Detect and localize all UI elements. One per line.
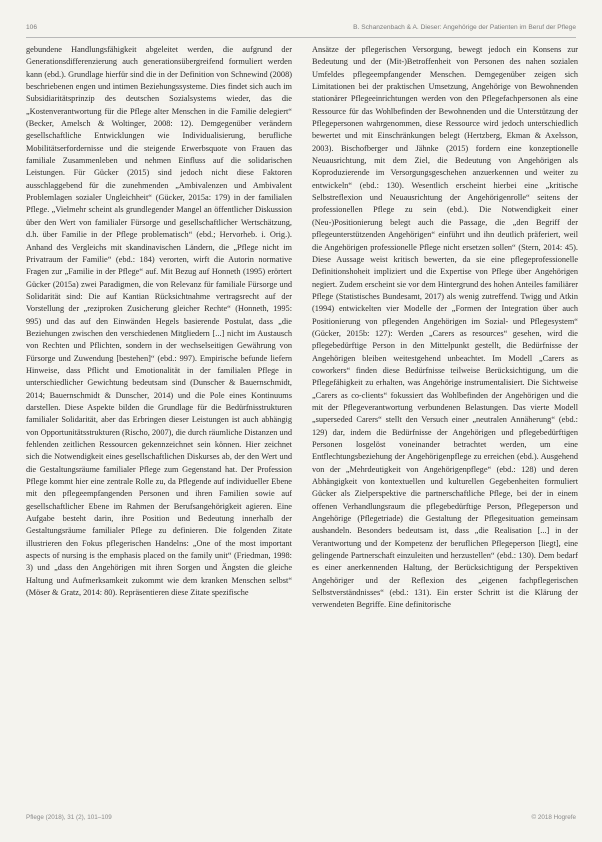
right-column-text: Ansätze der pflegerischen Versorgung, bewegt jedoch ein Konsens zur Bedeutung und der (Mit-)Betroffenheit von Personen des nahen sozialen Umfeldes pflegeempfangender Menschen. Demgegenüber zeigen sich Limitationen bei der praktischen Umsetzung, Angehörige von Bewohnenden stationärer Pflegeeinrichtungen werden von den Pflegefachpersonen als eine Ressource für das Wohlbefinden der Bewohnenden und die Unterstützung der Pflegepersonen wahrgenommen, diese Ressource wird jedoch unterschiedlich bewertet und mit Einschränkungen belegt (Hertzberg, Ekman & Axelsson, 2003). Bischofberger und Jähnke (2015) fordern eine konzeptionelle Neuausrichtung, mit dem Ziel, die Bedeutung von Angehörigen als Koproduzierende im Versorgungsgeschehen anzuerkennen und weiter zu entwickeln“ (ebd.: 130). Wesentlich erscheint hierbei eine „kritische Selbstreflexion und Neuausrichtung der Angehörigenrolle“ seitens der professionellen Pflege zu sein (ebd.). Die Notwendigkeit einer (Neu-)Positionierung belegt auch die Passage, die „den Begriff der pflegeunterstützenden Angehörigen“ einführt und ihn deutlich präferiert, weil die Angehörigen professionelle Pflege nicht ersetzen sollen“ (Stern, 2014: 45). Diese Aussage weist kritisch bewerten, da sie eine pflegeprofessionelle Definitionshoheit impliziert und die Expertise von Pflege über Angehörigen negiert. Zudem erscheint sie vor dem Hintergrund des hohen Anteiles familiärer Pflege (Statistisches Bundesamt, 2017) als wenig zutreffend. Twigg und Atkin (1994) entwickelten vier Modelle der „Formen der Integration über auch Positionierung von pflegenden Angehörigen im Sozial- und Pflegesystem“ (Gücker, 2015b: 127): Werden „Carers as resources“ gesehen, wird die pflegebedürftige Person in den Mittelpunkt gestellt, die Bedürfnisse der Angehörigen bleiben weitestgehend unbeachtet. Im Modell „Carers as coworkers“ finden diese Bedürfnisse teilweise Berücksichtigung, um die Pflegefähigkeit zu erhalten, was Angehörige instrumentalisiert. Die Sichtweise „Carers as co-clients“ fokussiert das Wohlbefinden der Angehörigen und die mit der Pflegeverantwortung verbundenen Belastungen. Das vierte Modell „superseded Carers“ stellt den Versuch einer „neutralen Annäherung“ (ebd.: 129) dar, indem die Bedürfnisse der Angehörigen und pflegebedürftigen Personen losgelöst voneinander betrachtet werden, um eine Entflechtungsbeziehung der Angehörigenpflege zu erreichen (ebd.). Ausgehend von der „Mehrdeutigkeit von Angehörigenpflege“ (ebd.: 128) und deren Abhängigkeit von kontextuellen und kulturellen Gegebenheiten formuliert Gücker als Zielperspektive die partnerschaftliche Pflege, bei der in einem offenen Verhandlungsraum die pflegebedürftige Person, Pflegeperson und Angehörige (Pflegetriade) die Gestaltung der Pflegesituation gemeinsam aushandeln. Besonders bedeutsam ist, dass „die Realisation [...] in der Verantwortung und der Kompetenz der beruflichen Pflegeperson [liegt], eine gelingende Partnerschaft einzuleiten und herzustellen“ (ebd.: 130). Dem bedarf es einer anerkennenden Haltung, der Berücksichtigung der Perspektiven Angehöriger und der Reflexion des „eigenen fachpflegerischen Selbstverständnisses“ (ebd.: 131). Ein erster Schritt ist die Klärung der verwendeten Begriffe. Eine definitorische [312,45,578,610]
left-column [26,44,292,804]
right-column [312,44,578,804]
page-header [26,24,576,36]
left-column-text: gebundene Handlungsfähigkeit abgeleitet werden, die aufgrund der Generationsdifferenzierung auch generationsübergreifend formuliert werden kann (ebd.). Grundlage hierfür sind die in der Definition von Schnewind (2008) beschriebenen engen und intimen Beziehungssysteme. Dies findet sich auch im Subsidiaritätsprinzip des deutschen Sozialsystems wieder, das die „Kostenverantwortung für die Pflege alter Menschen in die Familie delegiert“ (Becker, Amelsch & Woltinger, 2008: 12). Demgegenüber verändern gesellschaftliche Entwicklungen wie Individualisierung, berufliche Mobilitätserfordernisse und die steigende Erwerbsquote von Frauen das familiale Zusammenleben und nehmen Einfluss auf die solidarischen Leistungen. Für Gücker (2015) sind jedoch nicht diese Faktoren ausschlaggebend für die zunehmenden „Ambivalenzen und Ambivalent Problemlagen sozialer Ungleichheit“ (Gücker, 2015a: 179) in der familialen Pflege. „Vielmehr scheint als grundlegender Mangel an öffentlicher Diskussion über den Wert von familialer Fürsorge und gesellschaftlicher Wertschätzung, d.h. über Familie in der Pflege problematisch“ (ebd.; Hervorheb. i. Orig.). Anhand des Vergleichs mit skandinavischen Ländern, die „Pflege nicht im Privatraum der Familie“ (ebd.: 184) verorten, wirft die Autorin normative Fragen zur „Familie in der Pflege“ auf. Mit Bezug auf Honneth (1995) erörtert Gücker (2015a) zwei Paradigmen, die von Relevanz für familiale Fürsorge und Solidarität sind: Die auf Kantian Rücksichtnahme vertragsrecht auf der Vorstellung der „reziproken Zusicherung gleicher Rechte“ (Honneth, 1995: 995) und das auf den Einwänden Hegels basierende Postulat, dass „die Beziehungen zwischen den verschiedenen Mitgliedern [...] nicht im Austausch von Rechten und Pflichten, sondern in der wechselseitigen Gewährung von Fürsorge und Zuwendung [bestehen]“ (ebd.: 997). Empirische befunde liefern Hinweise, dass Pflicht und Emotionalität in der familialen Pflege in unterschiedlicher Gewichtung bedeutsam sind (Dunscher & Bauernschmidt, 2014; Bauernschmidt & Dunscher, 2014) und die Pole eines Kontinuums darstellen. Diese Aspekte bilden die Grundlage für die Bedürfnisstrukturen familialer Solidarität, aber das Erbringen dieser Leistungen ist auch abhängig von Opportunitätsstrukturen (Rischo, 2007), die durch räumliche Distanzen und fehlenden zeitlichen Ressourcen gekennzeichnet sein können. Hier zeichnet sich die Notwendigkeit eines gesellschaftlichen Diskurses ab, der den Wert und die Gestaltungsräume familialer Pflege zum Gegenstand hat. Der Profession Pflege kommt hier eine zentrale Rolle zu, da Pflegende auf individueller Ebene mit den pflegeempfangenden Personen und ihren Familien sowie auf gesellschaftlicher Ebene im Rahmen der Berufsangehörigkeit agieren. Eine Aufgabe besteht darin, ihre Position und Bedeutung innerhalb der Gestaltungsräume familialer Pflege zu definieren. Die folgenden Zitate illustrieren den Fokus pflegerischen Handelns: „One of the most important aspects of nursing is the emphasis placed on the family unit“ (Friedman, 1998: 3) und „dass den Angehörigen mit ihren Sorgen und Ängsten die gleiche Haltung und Aufmerksamkeit zukommt wie dem kranken Menschen selbst“ (Möser & Gratz, 2014: 80). Repräsentieren diese Zitate spezifische [26,45,292,598]
page-number: 106 [26,24,38,31]
page-footer [26,814,576,824]
running-title: B. Schanzenbach & A. Dieser: Angehörige der Patienten im Beruf der Pflege [353,24,576,31]
copyright-notice: © 2018 Hogrefe [531,814,576,821]
journal-citation: Pflege (2018), 31 (2), 101–109 [26,814,112,821]
header-rule [26,37,576,38]
